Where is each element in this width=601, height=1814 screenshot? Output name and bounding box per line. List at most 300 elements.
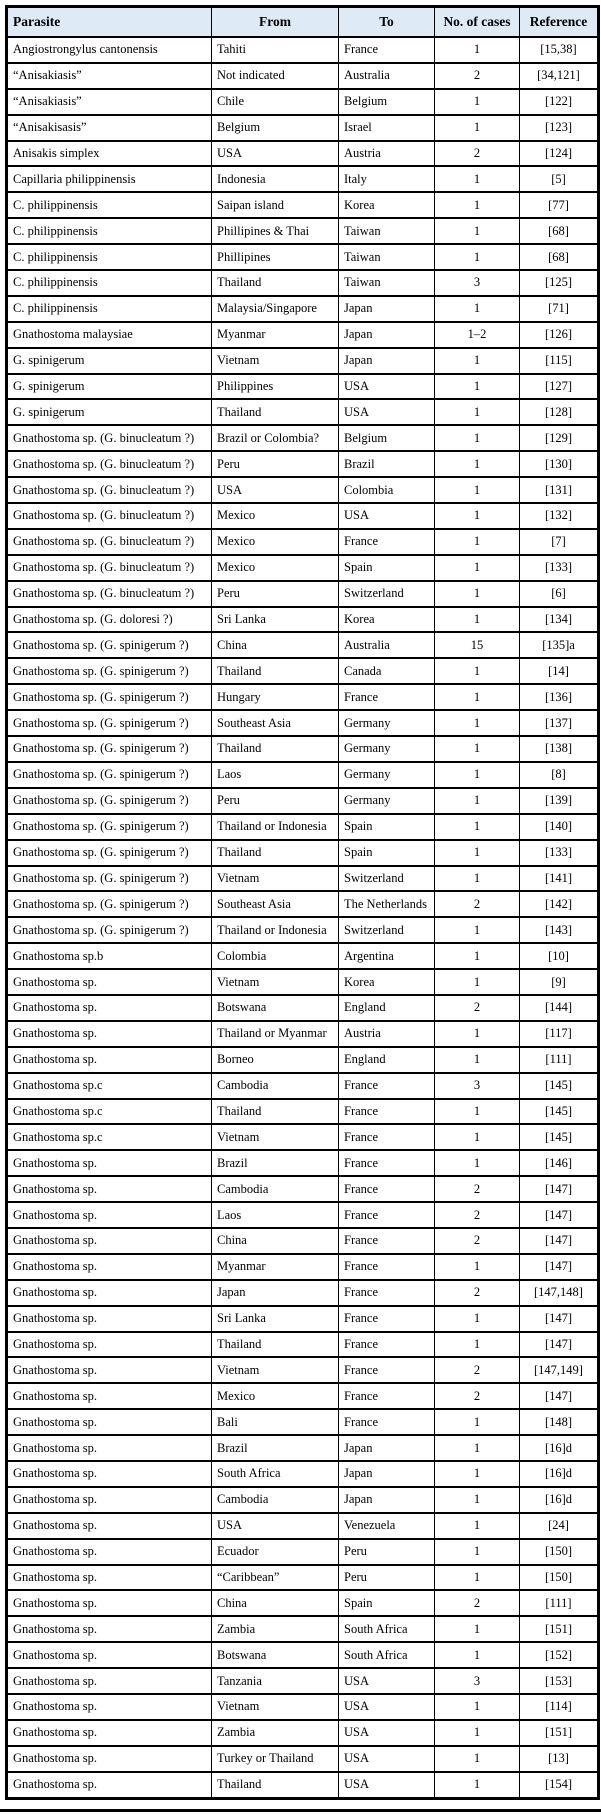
- cell-reference: [114]: [520, 1694, 599, 1720]
- page-bottom-rule: [0, 1809, 601, 1812]
- cell-to: France: [339, 529, 435, 555]
- cell-reference: [147]: [520, 1176, 599, 1202]
- cell-cases: 1: [435, 658, 520, 684]
- cell-cases: 1: [435, 1642, 520, 1668]
- cell-from: Belgium: [212, 115, 339, 141]
- cell-to: Peru: [339, 1565, 435, 1591]
- cell-to: USA: [339, 1746, 435, 1772]
- cell-parasite: Gnathostoma sp. (G. binucleatum ?): [7, 425, 212, 451]
- cell-from: Mexico: [212, 529, 339, 555]
- cell-parasite: C. philippinensis: [7, 192, 212, 218]
- cell-from: Thailand or Myanmar: [212, 1021, 339, 1047]
- cell-parasite: Gnathostoma sp. (G. spinigerum ?): [7, 840, 212, 866]
- cell-cases: 1: [435, 1306, 520, 1332]
- cell-cases: 1: [435, 192, 520, 218]
- cell-from: Borneo: [212, 1047, 339, 1073]
- table-row: [7, 1047, 599, 1073]
- cell-to: Germany: [339, 788, 435, 814]
- cell-reference: [71]: [520, 296, 599, 322]
- cell-reference: [147]: [520, 1202, 599, 1228]
- table-row: [7, 477, 599, 503]
- cell-cases: 2: [435, 1202, 520, 1228]
- table-row: [7, 866, 599, 892]
- cell-parasite: Gnathostoma sp. (G. binucleatum ?): [7, 503, 212, 529]
- table-row: [7, 270, 599, 296]
- cell-reference: [139]: [520, 788, 599, 814]
- table-body: [7, 37, 599, 1798]
- cell-reference: [24]: [520, 1513, 599, 1539]
- cell-reference: [152]: [520, 1642, 599, 1668]
- cell-reference: [147]: [520, 1254, 599, 1280]
- cell-reference: [34,121]: [520, 63, 599, 89]
- cell-parasite: Gnathostoma sp.: [7, 1435, 212, 1461]
- cell-parasite: Gnathostoma sp.: [7, 1409, 212, 1435]
- cell-reference: [147]: [520, 1228, 599, 1254]
- cell-to: Germany: [339, 710, 435, 736]
- cell-from: Not indicated: [212, 63, 339, 89]
- table-row: [7, 1073, 599, 1099]
- cell-reference: [142]: [520, 891, 599, 917]
- cell-from: Thailand or Indonesia: [212, 917, 339, 943]
- table-row: [7, 1228, 599, 1254]
- cell-to: France: [339, 1099, 435, 1125]
- cell-reference: [151]: [520, 1720, 599, 1746]
- table-row: [7, 762, 599, 788]
- cell-cases: 1: [435, 348, 520, 374]
- cell-reference: [147]: [520, 1332, 599, 1358]
- cell-parasite: Gnathostoma sp.: [7, 1228, 212, 1254]
- cell-parasite: Gnathostoma sp. (G. binucleatum ?): [7, 529, 212, 555]
- cell-to: France: [339, 1124, 435, 1150]
- cell-to: France: [339, 684, 435, 710]
- cell-from: Myanmar: [212, 322, 339, 348]
- cell-parasite: Gnathostoma sp. (G. spinigerum ?): [7, 710, 212, 736]
- cell-reference: [136]: [520, 684, 599, 710]
- cell-reference: [147]: [520, 1306, 599, 1332]
- cell-reference: [126]: [520, 322, 599, 348]
- cell-reference: [150]: [520, 1565, 599, 1591]
- cell-to: Peru: [339, 1539, 435, 1565]
- cell-reference: [145]: [520, 1073, 599, 1099]
- cell-to: Belgium: [339, 89, 435, 115]
- cell-to: France: [339, 1383, 435, 1409]
- cell-reference: [151]: [520, 1616, 599, 1642]
- cell-from: Saipan island: [212, 192, 339, 218]
- cell-reference: [68]: [520, 244, 599, 270]
- table-row: [7, 37, 599, 63]
- cell-cases: 1: [435, 115, 520, 141]
- cell-parasite: Gnathostoma sp.: [7, 1461, 212, 1487]
- cell-from: Indonesia: [212, 166, 339, 192]
- cell-reference: [128]: [520, 399, 599, 425]
- table-row: [7, 192, 599, 218]
- cell-to: Switzerland: [339, 866, 435, 892]
- cell-reference: [138]: [520, 736, 599, 762]
- table-row: [7, 1306, 599, 1332]
- cell-cases: 1: [435, 710, 520, 736]
- cell-parasite: Gnathostoma sp.: [7, 1280, 212, 1306]
- cell-cases: 1: [435, 1124, 520, 1150]
- cell-to: Korea: [339, 607, 435, 633]
- cell-parasite: Gnathostoma sp.: [7, 1202, 212, 1228]
- table-row: [7, 1772, 599, 1798]
- cell-parasite: Gnathostoma sp.: [7, 1642, 212, 1668]
- parasite-import-table: [5, 5, 600, 1800]
- table-row: [7, 891, 599, 917]
- cell-to: France: [339, 1176, 435, 1202]
- table-row: [7, 322, 599, 348]
- cell-to: USA: [339, 1772, 435, 1798]
- cell-reference: [111]: [520, 1047, 599, 1073]
- cell-reference: [135]a: [520, 632, 599, 658]
- cell-parasite: Gnathostoma sp.: [7, 1047, 212, 1073]
- cell-parasite: Gnathostoma sp.: [7, 1513, 212, 1539]
- cell-to: France: [339, 1254, 435, 1280]
- table-row: [7, 995, 599, 1021]
- cell-reference: [150]: [520, 1539, 599, 1565]
- cell-parasite: G. spinigerum: [7, 399, 212, 425]
- cell-cases: 1: [435, 1616, 520, 1642]
- cell-cases: 2: [435, 141, 520, 167]
- table-row: [7, 1150, 599, 1176]
- cell-parasite: Gnathostoma sp.: [7, 1332, 212, 1358]
- cell-from: China: [212, 632, 339, 658]
- table-row: [7, 1565, 599, 1591]
- cell-from: “Caribbean”: [212, 1565, 339, 1591]
- cell-from: Brazil: [212, 1150, 339, 1176]
- table-row: [7, 969, 599, 995]
- cell-parasite: Gnathostoma sp.: [7, 1746, 212, 1772]
- cell-from: Vietnam: [212, 1124, 339, 1150]
- cell-parasite: Gnathostoma sp. (G. binucleatum ?): [7, 555, 212, 581]
- cell-reference: [141]: [520, 866, 599, 892]
- cell-from: Colombia: [212, 943, 339, 969]
- column-header-cases: No. of cases: [435, 7, 520, 38]
- cell-parasite: C. philippinensis: [7, 218, 212, 244]
- table-row: [7, 218, 599, 244]
- cell-to: France: [339, 1228, 435, 1254]
- cell-to: Korea: [339, 969, 435, 995]
- cell-reference: [77]: [520, 192, 599, 218]
- column-header-from: From: [212, 7, 339, 38]
- cell-to: France: [339, 1073, 435, 1099]
- cell-to: Japan: [339, 1487, 435, 1513]
- cell-to: Austria: [339, 141, 435, 167]
- cell-reference: [132]: [520, 503, 599, 529]
- cell-from: Cambodia: [212, 1176, 339, 1202]
- cell-to: France: [339, 1409, 435, 1435]
- cell-from: Mexico: [212, 1383, 339, 1409]
- cell-from: Sri Lanka: [212, 607, 339, 633]
- table-row: [7, 658, 599, 684]
- cell-from: Zambia: [212, 1616, 339, 1642]
- cell-reference: [13]: [520, 1746, 599, 1772]
- cell-cases: 1: [435, 89, 520, 115]
- cell-reference: [124]: [520, 141, 599, 167]
- cell-to: Japan: [339, 322, 435, 348]
- cell-cases: 2: [435, 1590, 520, 1616]
- cell-parasite: Angiostrongylus cantonensis: [7, 37, 212, 63]
- table-row: [7, 425, 599, 451]
- cell-parasite: Gnathostoma sp.: [7, 1565, 212, 1591]
- cell-parasite: Gnathostoma sp. (G. spinigerum ?): [7, 684, 212, 710]
- cell-cases: 1: [435, 581, 520, 607]
- cell-reference: [9]: [520, 969, 599, 995]
- cell-cases: 1: [435, 840, 520, 866]
- cell-to: Israel: [339, 115, 435, 141]
- cell-reference: [145]: [520, 1124, 599, 1150]
- cell-cases: 1: [435, 969, 520, 995]
- cell-parasite: Gnathostoma sp.: [7, 1254, 212, 1280]
- cell-parasite: Gnathostoma sp. (G. binucleatum ?): [7, 581, 212, 607]
- cell-cases: 1: [435, 529, 520, 555]
- cell-to: USA: [339, 1668, 435, 1694]
- table-row: [7, 63, 599, 89]
- table-row: [7, 1332, 599, 1358]
- table-row: [7, 1357, 599, 1383]
- cell-cases: 1: [435, 1565, 520, 1591]
- cell-reference: [153]: [520, 1668, 599, 1694]
- cell-from: USA: [212, 1513, 339, 1539]
- table-row: [7, 1254, 599, 1280]
- cell-cases: 2: [435, 1280, 520, 1306]
- cell-cases: 1: [435, 1409, 520, 1435]
- cell-cases: 1: [435, 1720, 520, 1746]
- table-row: [7, 1616, 599, 1642]
- cell-parasite: Gnathostoma sp.: [7, 1357, 212, 1383]
- cell-reference: [127]: [520, 374, 599, 400]
- cell-reference: [10]: [520, 943, 599, 969]
- table-row: [7, 451, 599, 477]
- cell-to: Argentina: [339, 943, 435, 969]
- cell-to: USA: [339, 1720, 435, 1746]
- table-row: [7, 399, 599, 425]
- table-row: [7, 1461, 599, 1487]
- cell-to: Taiwan: [339, 270, 435, 296]
- cell-cases: 1: [435, 503, 520, 529]
- cell-parasite: Gnathostoma sp. (G. spinigerum ?): [7, 788, 212, 814]
- table-row: [7, 555, 599, 581]
- cell-parasite: “Anisakiasis”: [7, 89, 212, 115]
- table-row: [7, 348, 599, 374]
- cell-cases: 1: [435, 399, 520, 425]
- cell-cases: 1: [435, 684, 520, 710]
- cell-from: Philippines: [212, 374, 339, 400]
- cell-parasite: Gnathostoma sp.b: [7, 943, 212, 969]
- cell-from: Vietnam: [212, 1694, 339, 1720]
- table-row: [7, 89, 599, 115]
- cell-from: Thailand: [212, 658, 339, 684]
- cell-to: Japan: [339, 296, 435, 322]
- cell-cases: 1: [435, 1694, 520, 1720]
- table-row: [7, 1280, 599, 1306]
- cell-reference: [147]: [520, 1383, 599, 1409]
- cell-cases: 2: [435, 1176, 520, 1202]
- table-row: [7, 1435, 599, 1461]
- cell-from: Hungary: [212, 684, 339, 710]
- cell-parasite: Gnathostoma sp. (G. binucleatum ?): [7, 451, 212, 477]
- cell-from: Mexico: [212, 503, 339, 529]
- cell-reference: [143]: [520, 917, 599, 943]
- cell-cases: 3: [435, 270, 520, 296]
- cell-from: Southeast Asia: [212, 710, 339, 736]
- cell-parasite: Gnathostoma sp.: [7, 1772, 212, 1798]
- cell-from: Vietnam: [212, 348, 339, 374]
- table-row: [7, 632, 599, 658]
- cell-from: Turkey or Thailand: [212, 1746, 339, 1772]
- table-row: [7, 1539, 599, 1565]
- cell-cases: 1: [435, 477, 520, 503]
- cell-parasite: Gnathostoma sp.: [7, 1306, 212, 1332]
- cell-reference: [134]: [520, 607, 599, 633]
- cell-reference: [117]: [520, 1021, 599, 1047]
- cell-to: South Africa: [339, 1616, 435, 1642]
- cell-from: Brazil or Colombia?: [212, 425, 339, 451]
- table-row: [7, 1642, 599, 1668]
- cell-parasite: Gnathostoma sp.: [7, 1383, 212, 1409]
- cell-reference: [115]: [520, 348, 599, 374]
- cell-parasite: Gnathostoma sp. (G. spinigerum ?): [7, 891, 212, 917]
- cell-cases: 2: [435, 1383, 520, 1409]
- cell-to: France: [339, 37, 435, 63]
- table-row: [7, 943, 599, 969]
- cell-cases: 1: [435, 736, 520, 762]
- table-row: [7, 374, 599, 400]
- cell-cases: 1: [435, 1746, 520, 1772]
- table-row: [7, 684, 599, 710]
- table-row: [7, 1099, 599, 1125]
- cell-reference: [15,38]: [520, 37, 599, 63]
- cell-from: Vietnam: [212, 866, 339, 892]
- cell-cases: 1: [435, 1539, 520, 1565]
- cell-cases: 1: [435, 1487, 520, 1513]
- column-header-parasite: Parasite: [7, 7, 212, 38]
- cell-reference: [125]: [520, 270, 599, 296]
- cell-from: Laos: [212, 1202, 339, 1228]
- cell-cases: 1: [435, 866, 520, 892]
- cell-to: France: [339, 1150, 435, 1176]
- cell-from: Brazil: [212, 1435, 339, 1461]
- cell-from: Peru: [212, 581, 339, 607]
- cell-from: Thailand: [212, 840, 339, 866]
- table-row: [7, 1487, 599, 1513]
- cell-cases: 2: [435, 995, 520, 1021]
- cell-parasite: C. philippinensis: [7, 270, 212, 296]
- cell-from: Sri Lanka: [212, 1306, 339, 1332]
- cell-from: China: [212, 1590, 339, 1616]
- cell-reference: [133]: [520, 840, 599, 866]
- cell-cases: 1: [435, 244, 520, 270]
- cell-from: Malaysia/Singapore: [212, 296, 339, 322]
- cell-to: Colombia: [339, 477, 435, 503]
- table-row: [7, 1176, 599, 1202]
- cell-to: Belgium: [339, 425, 435, 451]
- cell-to: France: [339, 1202, 435, 1228]
- cell-reference: [6]: [520, 581, 599, 607]
- table-row: [7, 814, 599, 840]
- cell-parasite: Gnathostoma sp.: [7, 1021, 212, 1047]
- cell-reference: [8]: [520, 762, 599, 788]
- cell-parasite: G. spinigerum: [7, 348, 212, 374]
- cell-parasite: Gnathostoma malaysiae: [7, 322, 212, 348]
- cell-from: Phillipines & Thai: [212, 218, 339, 244]
- cell-parasite: Capillaria philippinensis: [7, 166, 212, 192]
- cell-from: China: [212, 1228, 339, 1254]
- table-row: [7, 1383, 599, 1409]
- table-row: [7, 1720, 599, 1746]
- cell-to: Brazil: [339, 451, 435, 477]
- cell-to: Austria: [339, 1021, 435, 1047]
- cell-reference: [148]: [520, 1409, 599, 1435]
- cell-from: Thailand: [212, 1099, 339, 1125]
- cell-parasite: Gnathostoma sp.c: [7, 1073, 212, 1099]
- cell-to: France: [339, 1357, 435, 1383]
- header-row: [7, 7, 599, 38]
- cell-reference: [137]: [520, 710, 599, 736]
- cell-to: Switzerland: [339, 917, 435, 943]
- cell-from: Mexico: [212, 555, 339, 581]
- cell-from: Chile: [212, 89, 339, 115]
- cell-cases: 1: [435, 218, 520, 244]
- cell-to: Australia: [339, 63, 435, 89]
- cell-reference: [145]: [520, 1099, 599, 1125]
- cell-to: Australia: [339, 632, 435, 658]
- cell-cases: 1: [435, 1435, 520, 1461]
- cell-cases: 1–2: [435, 322, 520, 348]
- cell-to: France: [339, 1280, 435, 1306]
- cell-from: USA: [212, 477, 339, 503]
- cell-reference: [16]d: [520, 1461, 599, 1487]
- cell-from: Tahiti: [212, 37, 339, 63]
- table-row: [7, 1668, 599, 1694]
- column-header-to: To: [339, 7, 435, 38]
- table-row: [7, 1021, 599, 1047]
- cell-from: Phillipines: [212, 244, 339, 270]
- cell-to: South Africa: [339, 1642, 435, 1668]
- table-row: [7, 1124, 599, 1150]
- cell-cases: 1: [435, 555, 520, 581]
- table-row: [7, 115, 599, 141]
- cell-to: USA: [339, 503, 435, 529]
- cell-parasite: Gnathostoma sp.: [7, 1176, 212, 1202]
- cell-cases: 1: [435, 607, 520, 633]
- cell-from: Ecuador: [212, 1539, 339, 1565]
- table-row: [7, 581, 599, 607]
- cell-cases: 1: [435, 1099, 520, 1125]
- table-row: [7, 1746, 599, 1772]
- cell-parasite: G. spinigerum: [7, 374, 212, 400]
- cell-to: The Netherlands: [339, 891, 435, 917]
- cell-from: Thailand: [212, 736, 339, 762]
- column-header-reference: Reference: [520, 7, 599, 38]
- cell-reference: [140]: [520, 814, 599, 840]
- cell-parasite: Gnathostoma sp.: [7, 995, 212, 1021]
- cell-parasite: Gnathostoma sp.: [7, 1616, 212, 1642]
- cell-from: Southeast Asia: [212, 891, 339, 917]
- cell-to: USA: [339, 399, 435, 425]
- cell-reference: [5]: [520, 166, 599, 192]
- cell-parasite: Gnathostoma sp. (G. spinigerum ?): [7, 658, 212, 684]
- table-row: [7, 710, 599, 736]
- cell-reference: [129]: [520, 425, 599, 451]
- cell-from: Zambia: [212, 1720, 339, 1746]
- cell-reference: [123]: [520, 115, 599, 141]
- cell-parasite: Anisakis simplex: [7, 141, 212, 167]
- cell-from: Tanzania: [212, 1668, 339, 1694]
- cell-reference: [7]: [520, 529, 599, 555]
- cell-reference: [147,149]: [520, 1357, 599, 1383]
- table-row: [7, 607, 599, 633]
